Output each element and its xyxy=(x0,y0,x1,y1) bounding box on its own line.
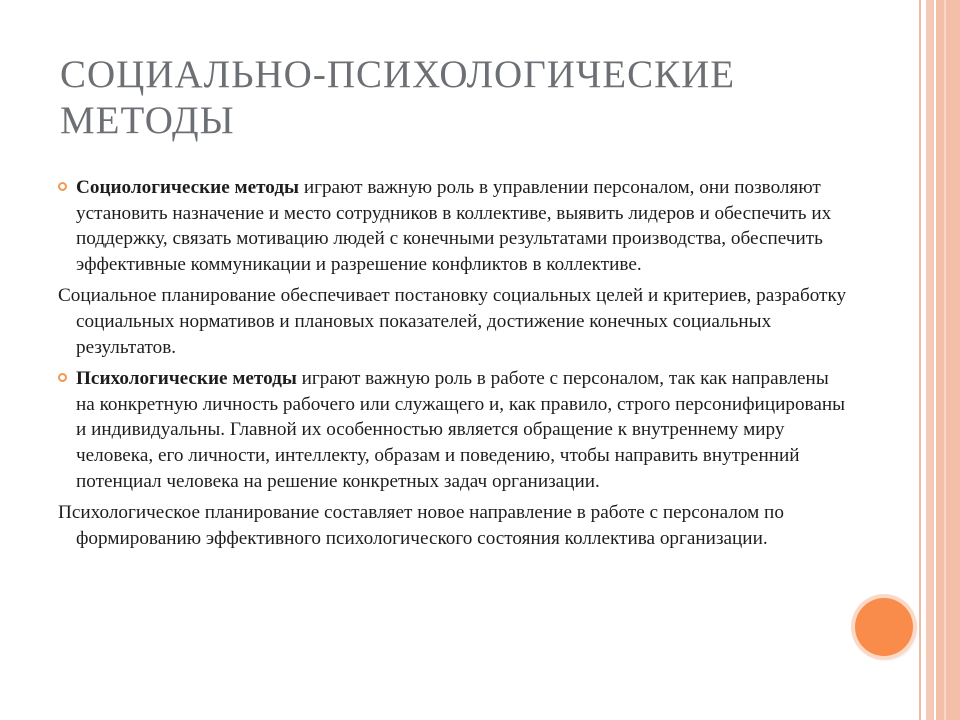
paragraph-psychological-planning: Психологическое планирование составляет новое направление в работе с персоналом по формированию эффективного психологического состояния коллектива организации. xyxy=(58,502,784,549)
decorative-stripe xyxy=(919,0,921,720)
bullet-circle-icon xyxy=(58,373,67,382)
paragraph-text xyxy=(76,175,848,277)
decorative-stripe xyxy=(926,0,934,720)
paragraph-rest: играют важную роль в управлении персоналом, они позволяют установить назначение и место сотрудников в коллективе, выявить лидеров и обеспечить их поддержку, связать мотивацию людей с конечными результатами производства, обеспечить эффективные коммуникации и разрешение конфликтов в коллективе. xyxy=(76,177,832,275)
paragraph-social-planning: Социальное планирование обеспечивает постановку социальных целей и критериев, разработку социальных нормативов и плановых показателей, достижение конечных социальных результатов. xyxy=(58,285,847,358)
decorative-circle-icon xyxy=(855,598,913,656)
slide-title-line1: СОЦИАЛЬНО-ПСИХОЛОГИЧЕСКИЕ xyxy=(60,53,736,96)
decorative-stripe xyxy=(936,0,960,720)
slide-title-line2: МЕТОДЫ xyxy=(60,99,235,142)
slide-title xyxy=(60,52,880,144)
paragraph-lead: Социологические методы xyxy=(76,177,300,198)
paragraph-lead: Психологические методы xyxy=(76,368,297,390)
paragraph-rest: играют важную роль в работе с персоналом, так как направлены на конкретную личность рабочего или служащего и, как правило, строго персонифицированы и индивидуальны. Главной их особенностью является обращение к внутреннему миру человека, его личности, интеллекту, образам и поведению, чтобы направить внутренний потенциал человека на решение конкретных задач организации. xyxy=(76,368,846,492)
bullet-paragraph-psychological xyxy=(58,366,848,494)
slide-body xyxy=(58,175,848,557)
paragraph-text xyxy=(76,366,848,494)
bullet-paragraph-sociological xyxy=(58,175,848,277)
bullet-circle-icon xyxy=(58,182,67,191)
